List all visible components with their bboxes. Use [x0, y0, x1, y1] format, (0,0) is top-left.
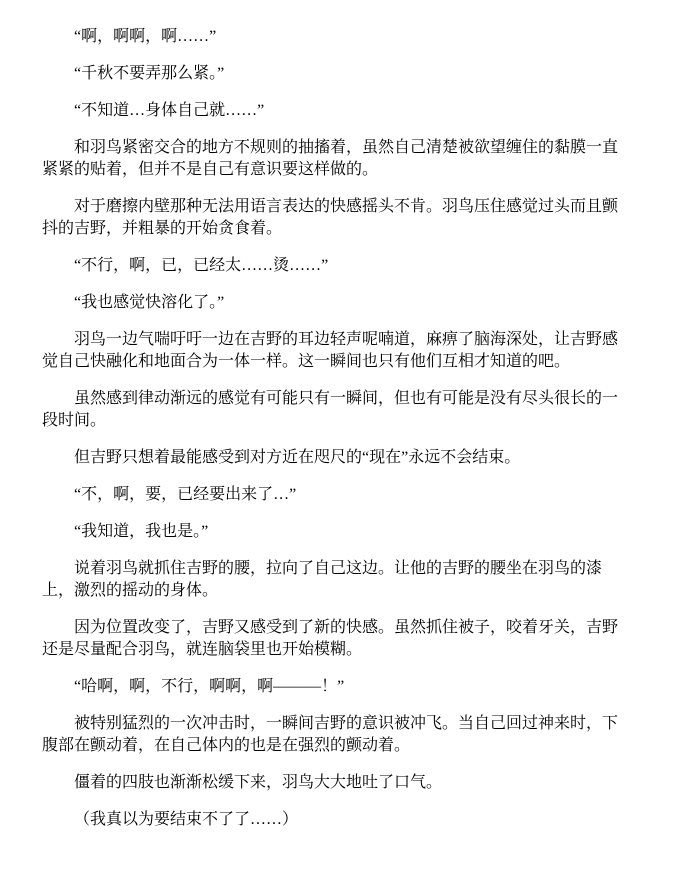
paragraph: “不行，啊，已，已经太……烫……” [74, 257, 329, 274]
paragraph: “千秋不要弄那么紧。” [74, 65, 225, 82]
paragraph: “啊，啊啊，啊……” [74, 28, 217, 45]
paragraph: 因为位置改变了，吉野又感受到了新的快感。虽然抓住被子，咬着牙关，吉野还是尽量配合羽鸟，就连脑袋里也开始模糊。 [42, 619, 619, 658]
paragraph: 和羽鸟紧密交合的地方不规则的抽搐着，虽然自己清楚被欲望缠住的黏膜一直紧紧的贴着，但并不是自己有意识要这样做的。 [42, 139, 619, 178]
paragraph: 说着羽鸟就抓住吉野的腰，拉向了自己这边。让他的吉野的腰坐在羽鸟的漆上，激烈的摇动的身体。 [42, 560, 603, 599]
paragraph: 僵着的四肢也渐渐松缓下来，羽鸟大大地吐了口气。 [74, 774, 443, 791]
paragraph: （我真以为要结束不了了……） [74, 811, 299, 828]
paragraph: 羽鸟一边气喘吁吁一边在吉野的耳边轻声呢喃道，麻痹了脑海深处，让吉野感觉自己快融化和地面合为一体一样。这一瞬间也只有他们互相才知道的吧。 [42, 331, 619, 370]
paragraph: 被特别猛烈的一次冲击时，一瞬间吉野的意识被冲飞。当自己回过神来时，下腹部在颤动着，在自己体内的也是在强烈的颤动着。 [42, 715, 619, 754]
paragraph: 虽然感到律动渐远的感觉有可能只有一瞬间，但也有可能是没有尽头很长的一段时间。 [42, 390, 619, 429]
paragraph: “不，啊，要，已经要出来了…” [74, 486, 297, 503]
paragraph: “我也感觉快溶化了。” [74, 294, 225, 311]
paragraph: “我知道，我也是。” [74, 523, 209, 540]
paragraph: 但吉野只想着最能感受到对方近在咫尺的“现在”永远不会结束。 [74, 449, 521, 466]
paragraph: 对于磨擦内壁那种无法用语言表达的快感摇头不肯。羽鸟压住感觉过头而且颤抖的吉野，并粗暴的开始贪食着。 [42, 198, 619, 237]
paragraph: “哈啊，啊，不行，啊啊，啊———！” [74, 678, 345, 695]
paragraph: “不知道…身体自己就……” [74, 102, 265, 119]
